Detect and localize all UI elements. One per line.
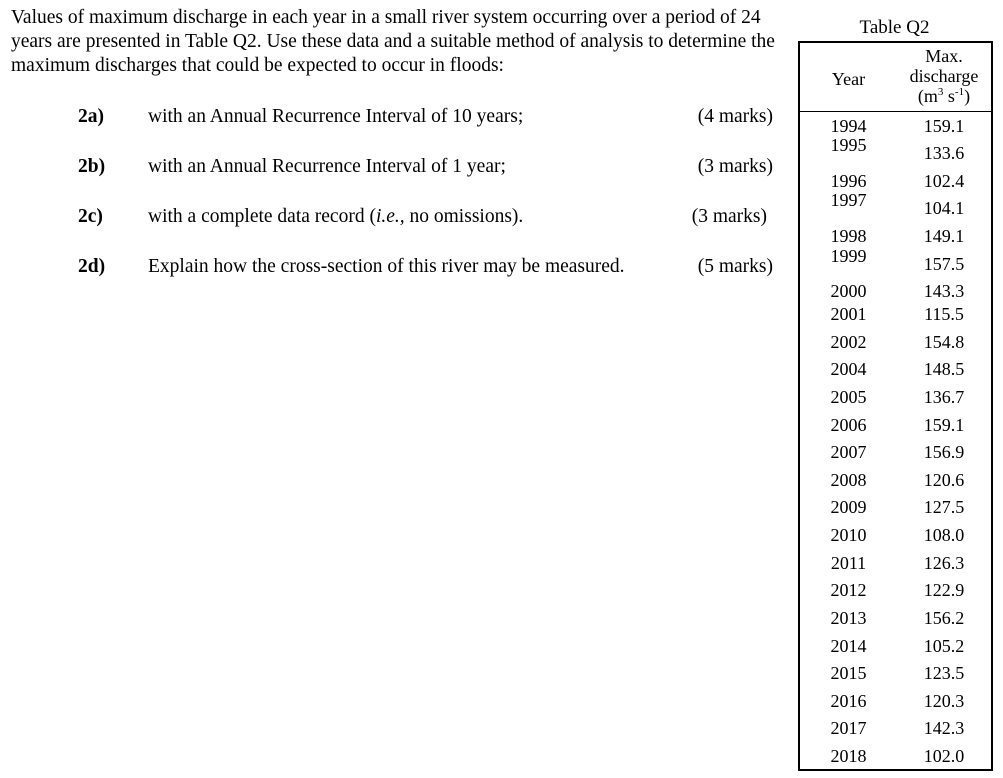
discharge-cell: 159.1 [923, 415, 965, 435]
year-cell: 2017 [830, 718, 867, 738]
part-text-italic: i.e., [375, 206, 405, 227]
year-cell: 2011 [830, 553, 867, 573]
year-cell: 2008 [830, 470, 867, 490]
discharge-cell: 120.3 [923, 691, 965, 711]
discharge-cell: 159.1 [923, 116, 965, 136]
year-cell: 2009 [830, 497, 867, 517]
year-cell: 2002 [830, 332, 867, 352]
part-number: 2c) [78, 206, 103, 227]
year-cell: 1995 [830, 135, 867, 155]
discharge-cell: 154.8 [923, 332, 965, 352]
year-cell: 2018 [830, 746, 867, 766]
discharge-cell: 149.1 [923, 226, 965, 246]
part-text [148, 206, 523, 228]
year-cell: 2016 [830, 691, 867, 711]
part-marks: (3 marks) [697, 156, 773, 177]
discharge-cell: 133.6 [923, 143, 965, 163]
year-cell: 2004 [830, 359, 867, 379]
discharge-cell: 157.5 [923, 254, 965, 274]
discharge-cell: 115.5 [924, 304, 964, 324]
part-text-pre: with a complete data record ( [148, 206, 376, 227]
year-cell: 2014 [830, 636, 867, 656]
part-number: 2b) [78, 156, 106, 177]
discharge-cell: 136.7 [923, 387, 965, 407]
year-cell: 1998 [830, 226, 867, 246]
discharge-cell: 142.3 [923, 718, 965, 738]
part-marks: (5 marks) [697, 256, 773, 277]
year-cell: 1997 [830, 190, 867, 210]
year-cell: 2015 [830, 663, 867, 683]
year-cell: 2013 [830, 608, 867, 628]
part-text: with an Annual Recurrence Interval of 10 years; [148, 106, 524, 127]
discharge-cell: 104.1 [923, 198, 965, 218]
discharge-cell: 102.0 [923, 746, 965, 766]
part-text: with an Annual Recurrence Interval of 1 year; [148, 156, 506, 177]
discharge-table [798, 41, 993, 771]
part-marks: (4 marks) [697, 106, 773, 127]
year-cell: 2000 [830, 281, 867, 301]
year-cell: 2005 [830, 387, 867, 407]
part-text: Explain how the cross-section of this river may be measured. [148, 256, 625, 277]
discharge-cell: 105.2 [923, 636, 965, 656]
part-text-post: no omissions). [404, 206, 524, 227]
year-cell: 2007 [830, 442, 867, 462]
header-discharge-line1: Max. [925, 46, 963, 66]
discharge-cell: 127.5 [923, 497, 965, 517]
discharge-cell: 143.3 [923, 281, 965, 301]
discharge-cell: 122.9 [923, 580, 965, 600]
header-discharge-line2: discharge [909, 66, 979, 86]
discharge-cell: 156.9 [923, 442, 965, 462]
part-marks: (3 marks) [691, 206, 767, 227]
question-part-2a [0, 106, 790, 136]
year-cell: 1996 [830, 171, 867, 191]
discharge-cell: 120.6 [923, 470, 965, 490]
table-caption: Table Q2 [859, 17, 930, 38]
discharge-cell: 126.3 [923, 553, 965, 573]
discharge-cell: 156.2 [923, 608, 965, 628]
year-cell: 1999 [830, 246, 867, 266]
discharge-cell: 102.4 [923, 171, 965, 191]
discharge-cell: 108.0 [923, 525, 965, 545]
year-cell: 2001 [830, 304, 867, 324]
year-cell: 2012 [830, 580, 867, 600]
question-part-2d [0, 256, 790, 286]
discharge-cell: 123.5 [923, 663, 965, 683]
year-cell: 2010 [830, 525, 867, 545]
year-cell: 2006 [830, 415, 867, 435]
question-part-2b [0, 156, 790, 186]
part-number: 2d) [78, 256, 106, 277]
header-year: Year [831, 69, 866, 89]
question-intro: Values of maximum discharge in each year in a small river system occurring over a period of 24 years are presented in Table Q2. Use these data and a suitable method of analysis to determine the maximum discharges that could be expected to occur in floods: [11, 7, 775, 76]
question-part-2c [0, 206, 790, 236]
header-discharge-unit: ($m^3$ $s^{-1}$) [917, 86, 971, 106]
discharge-cell: 148.5 [923, 359, 965, 379]
year-cell: 1994 [830, 116, 867, 136]
part-number: 2a) [78, 106, 104, 127]
